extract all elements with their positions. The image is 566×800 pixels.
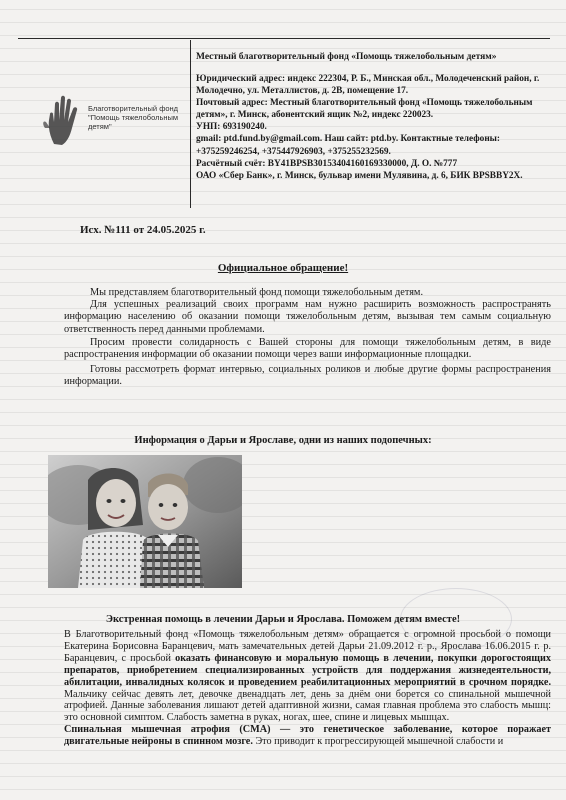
letterhead-details [190,40,550,208]
legal-address: Юридический адрес: индекс 222304, Р. Б., Минская обл., Молодеченский район, г. Молодечно, ул. Металлистов, д. 2В, помещение 17. [196,74,540,97]
contacts: gmail: ptd.fund.by@gmail.com. Наш сайт: ptd.by. Контактные телефоны: +375259246254, +375447926903, +375255232569. [196,134,501,157]
bank-details: ОАО «Сбер Банк», г. Минск, бульвар имени Мулявина, д. 6, БИК BPSBBY2X. [196,170,523,181]
help-body [64,629,551,748]
requisites-block [196,73,548,182]
outgoing-reference: Исх. №111 от 24.05.2025 г. [80,224,206,236]
logo-caption: Благотворительный фонд "Помощь тяжелобольным детям" [88,104,179,131]
header-top-rule [18,38,550,39]
appeal-paragraph-2: Для успешных реализаций своих программ нам нужно расширить возможность распространять информацию населению об оказании помощи тяжелобольным детям, вызывая тем самым социальную ответственность перед данными проблемами. [64,299,551,335]
handprint-logo-icon [40,92,86,148]
help-bold-1: оказать финансовую и моральную помощь в лечении, покупки дорогостоящих препаратов, приобретением специализированных устройств для поддержания жизнедеятельности, абилитации, инвалидных колясок и проведением реабилитационных мероприятий в срочном порядке. [64,652,551,688]
org-name: Местный благотворительный фонд «Помощь тяжелобольным детям» [196,52,497,62]
postal-address: Почтовый адрес: Местный благотворительный фонд «Помощь тяжелобольным детям», г. Минск, абонентский ящик №2, индекс 220023. [196,98,533,121]
info-title: Информация о Дарьи и Ярославе, одни из наших подопечных: [134,435,432,446]
children-photo [48,455,242,588]
help-text-3: Это приводит к прогрессирующей мышечной слабости и [252,736,504,748]
help-text-1: В Благотворительный фонд «Помощь тяжелобольным детям» обращается с огромной просьбой о помощи Екатерина Борисовна Баранцевич, мать замечательных детей Дарьи 21.09.2012 г. р., Ярослава 16.06.2015 г. р. Баранцевич, с просьбой [64,629,551,664]
help-bold-2: Спинальная мышечная атрофия (СМА) — это генетическое заболевание, которое поражает двигательные нейроны в спинном мозге. [64,724,551,748]
help-title: Экстренная помощь в лечении Дарьи и Ярослава. Поможем детям вместе! [105,614,461,625]
appeal-paragraph-1: Мы представляем благотворительный фонд помощи тяжелобольным детям. [90,287,424,298]
unp: УНП: 693190240. [196,122,267,133]
appeal-paragraph-4: Готовы рассмотреть формат интервью, социальных роликов и любые другие формы распространения информации. [64,364,551,388]
help-text-2: Мальчику сейчас девять лет, девочке двенадцать лет, день за днём они борется со спинальной мышечной атрофией. Данные заболевания лишают детей адаптивной жизни, самая главная проблема это слабость мышц: это основной симптом. Слабость заметна в руках, ногах, шее, спине и лицевых мышцах. [64,688,551,724]
appeal-paragraph-3: Просим провести солидарность с Вашей стороны для помощи тяжелобольным детям, в виде распространения информации об оказании помощи через ваши информационные площадки. [64,337,551,361]
bank-account: Расчётный счёт: BY41BPSB30153404160169330000, Д. О. №777 [196,158,458,169]
appeal-title: Официальное обращение! [217,262,349,274]
